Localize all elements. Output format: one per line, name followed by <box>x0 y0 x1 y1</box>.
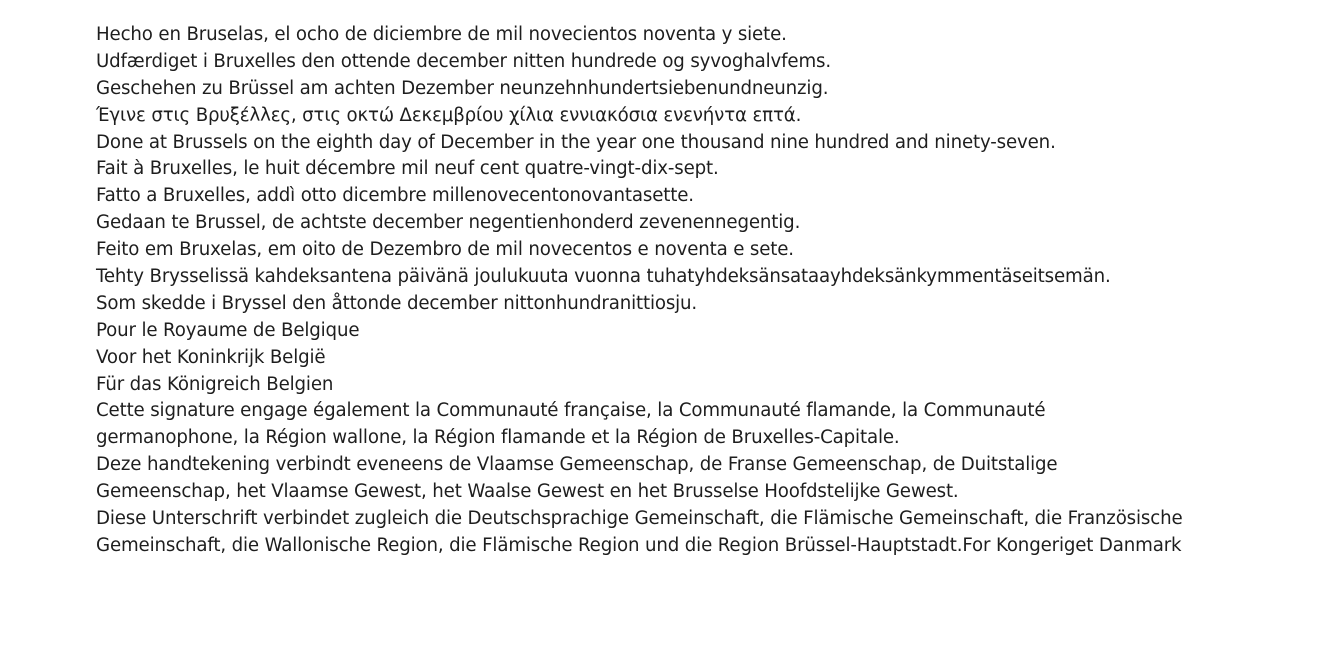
text-line: Udfærdiget i Bruxelles den ottende december nitten hundrede og syvoghalvfems. <box>96 50 831 72</box>
text-line: Fatto a Bruxelles, addì otto dicembre millenovecentonovantasette. <box>96 185 694 207</box>
text-line: Fait à Bruxelles, le huit décembre mil neuf cent quatre-vingt-dix-sept. <box>96 158 719 180</box>
text-line: germanophone, la Région wallone, la Région flamande et la Région de Bruxelles-Capitale. <box>96 427 900 449</box>
text-line: Done at Brussels on the eighth day of December in the year one thousand nine hundred and ninety-seven. <box>96 131 1056 153</box>
text-line: Cette signature engage également la Communauté française, la Communauté flamande, la Communauté <box>96 400 1046 422</box>
text-line: Gedaan te Brussel, de achtste december negentienhonderd zevenennegentig. <box>96 212 801 234</box>
text-line: Feito em Bruxelas, em oito de Dezembro de mil novecentos e noventa e sete. <box>96 239 794 261</box>
text-line: Gemeenschap, het Vlaamse Gewest, het Waalse Gewest en het Brusselse Hoofdstelijke Gewest. <box>96 481 959 503</box>
text-line: Som skedde i Bryssel den åttonde december nittonhundranittiosju. <box>96 292 698 314</box>
text-line: Deze handtekening verbindt eveneens de Vlaamse Gemeenschap, de Franse Gemeenschap, de Duitstalige <box>96 454 1058 476</box>
text-line: Hecho en Bruselas, el ocho de diciembre de mil novecientos noventa y siete. <box>96 24 787 45</box>
text-line: Gemeinschaft, die Wallonische Region, die Flämische Region und die Region Brüssel-Hauptstadt.For Kongeriget Danmark <box>96 534 1182 556</box>
text-line: Geschehen zu Brüssel am achten Dezember neunzehnhundertsiebenundneunzig. <box>96 77 829 99</box>
document-text <box>96 22 1331 560</box>
text-line: Pour le Royaume de Belgique <box>96 319 360 341</box>
text-line: Für das Königreich Belgien <box>96 373 334 395</box>
text-line: Tehty Brysselissä kahdeksantena päivänä joulukuuta vuonna tuhatyhdeksänsataayhdeksänkymmentäseitsemän. <box>96 266 1111 288</box>
text-line: Diese Unterschrift verbindet zugleich die Deutschsprachige Gemeinschaft, die Flämische Gemeinschaft, die Französische <box>96 508 1183 530</box>
text-line: Έγινε στις Βρυξέλλες, στις οκτώ Δεκεμβρίου χίλια εννιακόσια ενενήντα επτά. <box>96 104 802 126</box>
text-line: Voor het Koninkrijk België <box>96 346 326 368</box>
